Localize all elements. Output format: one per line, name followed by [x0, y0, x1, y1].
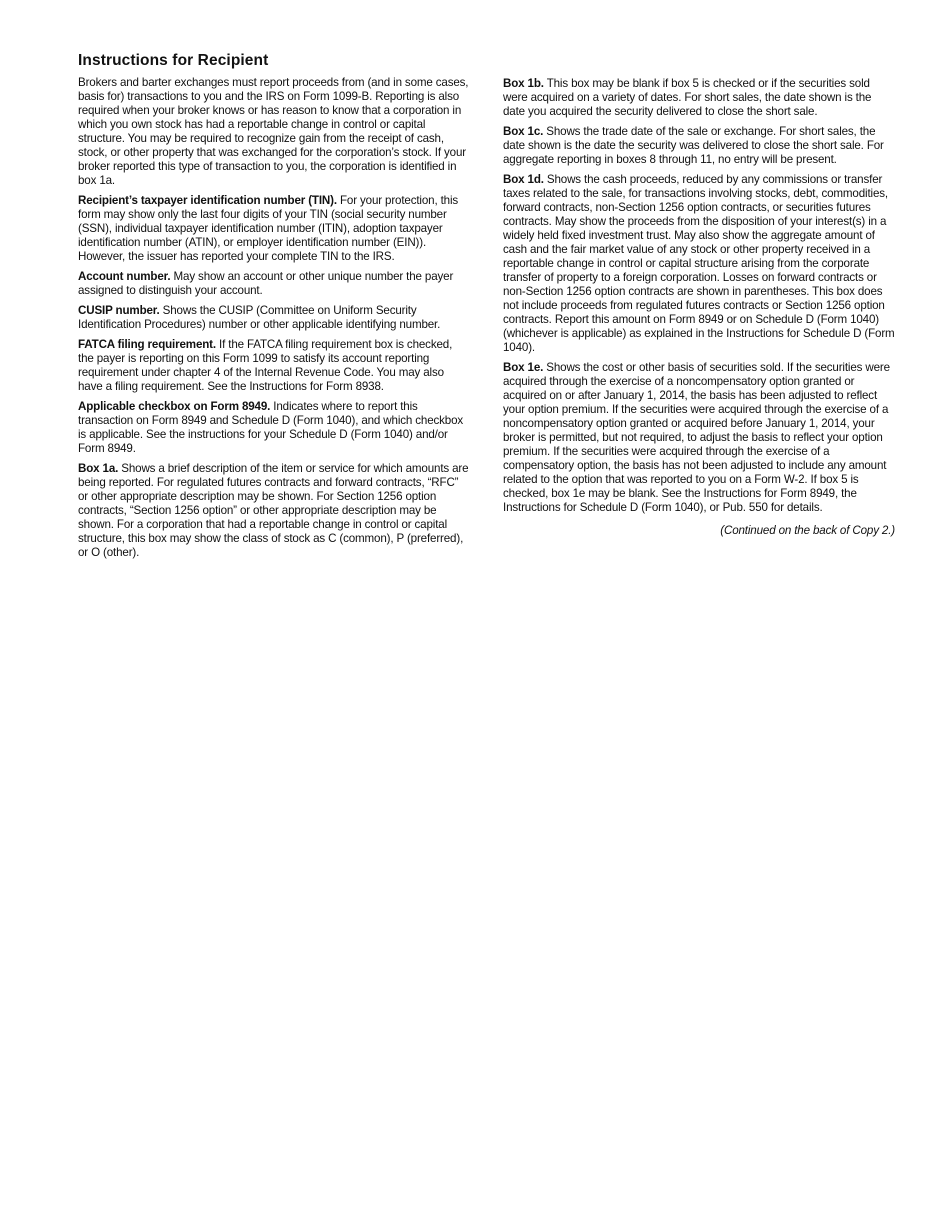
- box-1a-heading: Box 1a.: [78, 462, 119, 475]
- account-number-text: May show an account or other unique number the payer assigned to distinguish your account.: [78, 270, 454, 297]
- left-column: [78, 76, 470, 566]
- cusip-text: Shows the CUSIP (Committee on Uniform Security Identification Procedures) number or other applicable identifying number.: [78, 304, 441, 331]
- box-1c-heading: Box 1c.: [503, 125, 544, 138]
- box-1e-text: Shows the cost or other basis of securities sold. If the securities were acquired through the exercise of a noncompensatory option granted or acquired on or after January 1, 2014, the basis has been adjusted to reflect your option premium. If the securities were acquired through the exercise of a noncompensatory option granted or acquired before January 1, 2014, your broker is permitted, but not required, to adjust the basis to reflect your option premium. If the securities were acquired through the exercise of a compensatory option, the basis has not been adjusted to include any amount related to the option that was reported to you on a Form W-2. If box 5 is checked, box 1e may be blank. See the Instructions for Form 8949, the Instructions for Schedule D (Form 1040), or Pub. 550 for details.: [503, 361, 890, 514]
- checkbox-8949-heading: Applicable checkbox on Form 8949.: [78, 400, 271, 413]
- fatca-paragraph: [78, 338, 470, 394]
- checkbox-8949-paragraph: [78, 400, 470, 456]
- box-1b-paragraph: [503, 77, 895, 119]
- fatca-heading: FATCA filing requirement.: [78, 338, 216, 351]
- box-1d-paragraph: [503, 173, 895, 355]
- cusip-heading: CUSIP number.: [78, 304, 160, 317]
- account-number-heading: Account number.: [78, 270, 171, 283]
- page-title: Instructions for Recipient: [78, 52, 269, 69]
- box-1b-text: This box may be blank if box 5 is checked or if the securities sold were acquired on a variety of dates. For short sales, the date shown is the date you acquired the security delivered to close the short sale.: [503, 77, 872, 118]
- fatca-text: If the FATCA filing requirement box is checked, the payer is reporting on this Form 1099 to satisfy its account reporting requirement under chapter 4 of the Internal Revenue Code. You may also have a filing requirement. See the Instructions for Form 8938.: [78, 338, 453, 393]
- right-column: [503, 77, 895, 544]
- box-1d-heading: Box 1d.: [503, 173, 544, 186]
- box-1c-paragraph: [503, 125, 895, 167]
- intro-text: Brokers and barter exchanges must report proceeds from (and in some cases, basis for) transactions to you and the IRS on Form 1099-B. Reporting is also required when your broker knows or has reason to know that a corporation in which you own stock has had a reportable change in control or capital structure. You may be required to recognize gain from the receipt of cash, stock, or other property that was exchanged for the corporation’s stock. If your broker reported this type of transaction to you, the corporation is identified in box 1a.: [78, 76, 469, 187]
- tin-text: For your protection, this form may show only the last four digits of your TIN (social security number (SSN), individual taxpayer identification number (ITIN), adoption taxpayer identification number (ATIN), or employer identification number (EIN)). However, the issuer has reported your complete TIN to the IRS.: [78, 194, 459, 263]
- box-1a-paragraph: [78, 462, 470, 560]
- box-1e-paragraph: [503, 361, 895, 515]
- box-1a-text: Shows a brief description of the item or service for which amounts are being reported. For regulated futures contracts and forward contracts, “RFC” or other appropriate description may be shown. For Section 1256 option contracts, “Section 1256 option” or other appropriate description may be shown. For a corporation that had a reportable change in control or capital structure, this box may show the class of stock as C (common), P (preferred), or O (other).: [78, 462, 469, 559]
- box-1b-heading: Box 1b.: [503, 77, 544, 90]
- continued-note: (Continued on the back of Copy 2.): [720, 524, 895, 537]
- box-1e-heading: Box 1e.: [503, 361, 544, 374]
- checkbox-8949-text: Indicates where to report this transaction on Form 8949 and Schedule D (Form 1040), and which checkbox is applicable. See the instructions for your Schedule D (Form 1040) and/or Form 8949.: [78, 400, 464, 455]
- account-number-paragraph: [78, 270, 470, 298]
- intro-paragraph: [78, 76, 470, 188]
- box-1d-text: Shows the cash proceeds, reduced by any commissions or transfer taxes related to the sale, for transactions involving stocks, debt, commodities, forward contracts, non-Section 1256 option contracts, or securities futures contracts. May show the proceeds from the disposition of your interest(s) in a widely held fixed investment trust. May also show the aggregate amount of cash and the fair market value of any stock or other property received in a reportable change in control or capital structure arising from the corporate transfer of property to a foreign corporation. Losses on forward contracts or non-Section 1256 option contracts are shown in parentheses. This box does not include proceeds from regulated futures contracts or Section 1256 option contracts. Report this amount on Form 8949 or on Schedule D (Form 1040) (whichever is applicable) as explained in the Instructions for Schedule D (Form 1040).: [503, 173, 895, 354]
- box-1c-text: Shows the trade date of the sale or exchange. For short sales, the date shown is the date the security was delivered to close the short sale. For aggregate reporting in boxes 8 through 11, no entry will be present.: [503, 125, 884, 166]
- tin-paragraph: [78, 194, 470, 264]
- cusip-paragraph: [78, 304, 470, 332]
- tin-heading: Recipient’s taxpayer identification number (TIN).: [78, 194, 337, 207]
